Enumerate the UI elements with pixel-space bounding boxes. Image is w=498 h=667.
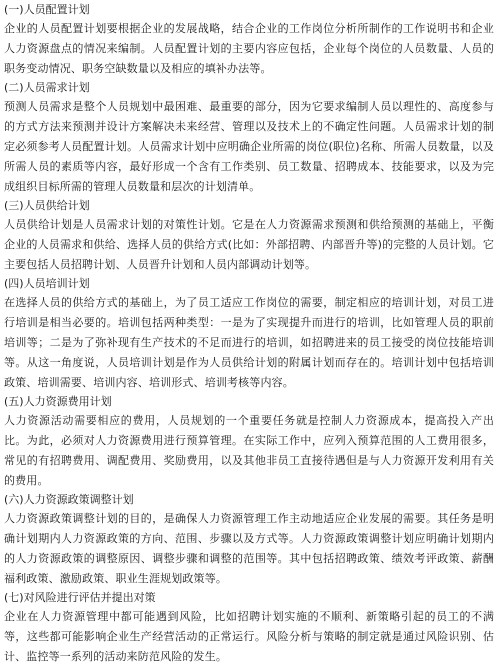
section-3-body: 人员供给计划是人员需求计划的对策性计划。它是在人力资源需求预测和供给预测的基础上，平衡企业的人员需求和供给、选择人员的供给方式(比如：外部招聘、内部晋升等)的完整的人员计划。它主要包括人员招聘计划、人员晋升计划和人员内部调动计划等。 xyxy=(4,218,494,271)
section-6-body: 人力资源政策调整计划的目的，是确保人力资源管理工作主动地适应企业发展的需要。其任务是明确计划期内人力资源政策的方向、范围、步骤以及方式等。人力资源政策调整计划应明确计划期内的人力资源政策的调整原因、调整步骤和调整的范围等。其中包括招聘政策、绩效考评政策、薪酬福利政策、激励政策、职业生涯规划政策等。 xyxy=(4,512,494,585)
section-1-heading: (一)人员配置计划 xyxy=(4,3,90,16)
section-7-body: 企业在人力资源管理中都可能遇到风险，比如招聘计划实施的不顺利、新策略引起的员工的不满等，这些都可能影响企业生产经营活动的正常运行。风险分析与策略的制定就是通过风险识别、估计、监控等一系列的活动来防范风险的发生。 xyxy=(4,610,494,663)
section-5-heading: (五)人力资源费用计划 xyxy=(4,395,112,408)
section-4-body: 在选择人员的供给方式的基础上，为了员工适应工作岗位的需要，制定相应的培训计划，对员工进行培训是相当必要的。培训包括两种类型：一是为了实现提升而进行的培训，比如管理人员的职前培训等；二是为了弥补现有生产技术的不足而进行的培训，如招聘进来的员工接受的岗位技能培训等。从这一角度说，人员培训计划是作为人员供给计划的附属计划而存在的。培训计划中包括培训政策、培训需要、培训内容、培训形式、培训考核等内容。 xyxy=(4,296,494,389)
section-5-body: 人力资源活动需要相应的费用，人员规划的一个重要任务就是控制人力资源成本，提高投入产出比。为此，必须对人力资源费用进行预算管理。在实际工作中，应列入预算范围的人工费用很多，常见的有招聘费用、调配费用、奖励费用，以及其他非员工直接待遇但是与人力资源开发利用有关的费用。 xyxy=(4,414,494,487)
section-7-heading: (七)对风险进行评估并提出对策 xyxy=(4,591,156,604)
section-2-heading: (二)人员需求计划 xyxy=(4,81,90,94)
section-3-heading: (三)人员供给计划 xyxy=(4,199,90,212)
section-1-body: 企业的人员配置计划要根据企业的发展战略，结合企业的工作岗位分析所制作的工作说明书和企业人力资源盘点的情况来编制。人员配置计划的主要内容应包括，企业每个岗位的人员数量、人员的职务变动情况、职务空缺数量以及相应的填补办法等。 xyxy=(4,22,494,75)
section-4-heading: (四)人员培训计划 xyxy=(4,277,90,290)
section-2-body: 预测人员需求是整个人员规划中最困难、最重要的部分，因为它要求编制人员以理性的、高度参与的方式方法来预测并设计方案解决未来经营、管理以及技术上的不确定性问题。人员需求计划的制定必须参考人员配置计划。人员需求计划中应明确企业所需的岗位(职位)名称、所需人员数量，以及所需人员的素质等内容，最好形成一个含有工作类别、员工数量、招聘成本、技能要求，以及为完成组织目标所需的管理人员数量和层次的计划清单。 xyxy=(4,100,494,193)
section-6-heading: (六)人力资源政策调整计划 xyxy=(4,493,134,506)
